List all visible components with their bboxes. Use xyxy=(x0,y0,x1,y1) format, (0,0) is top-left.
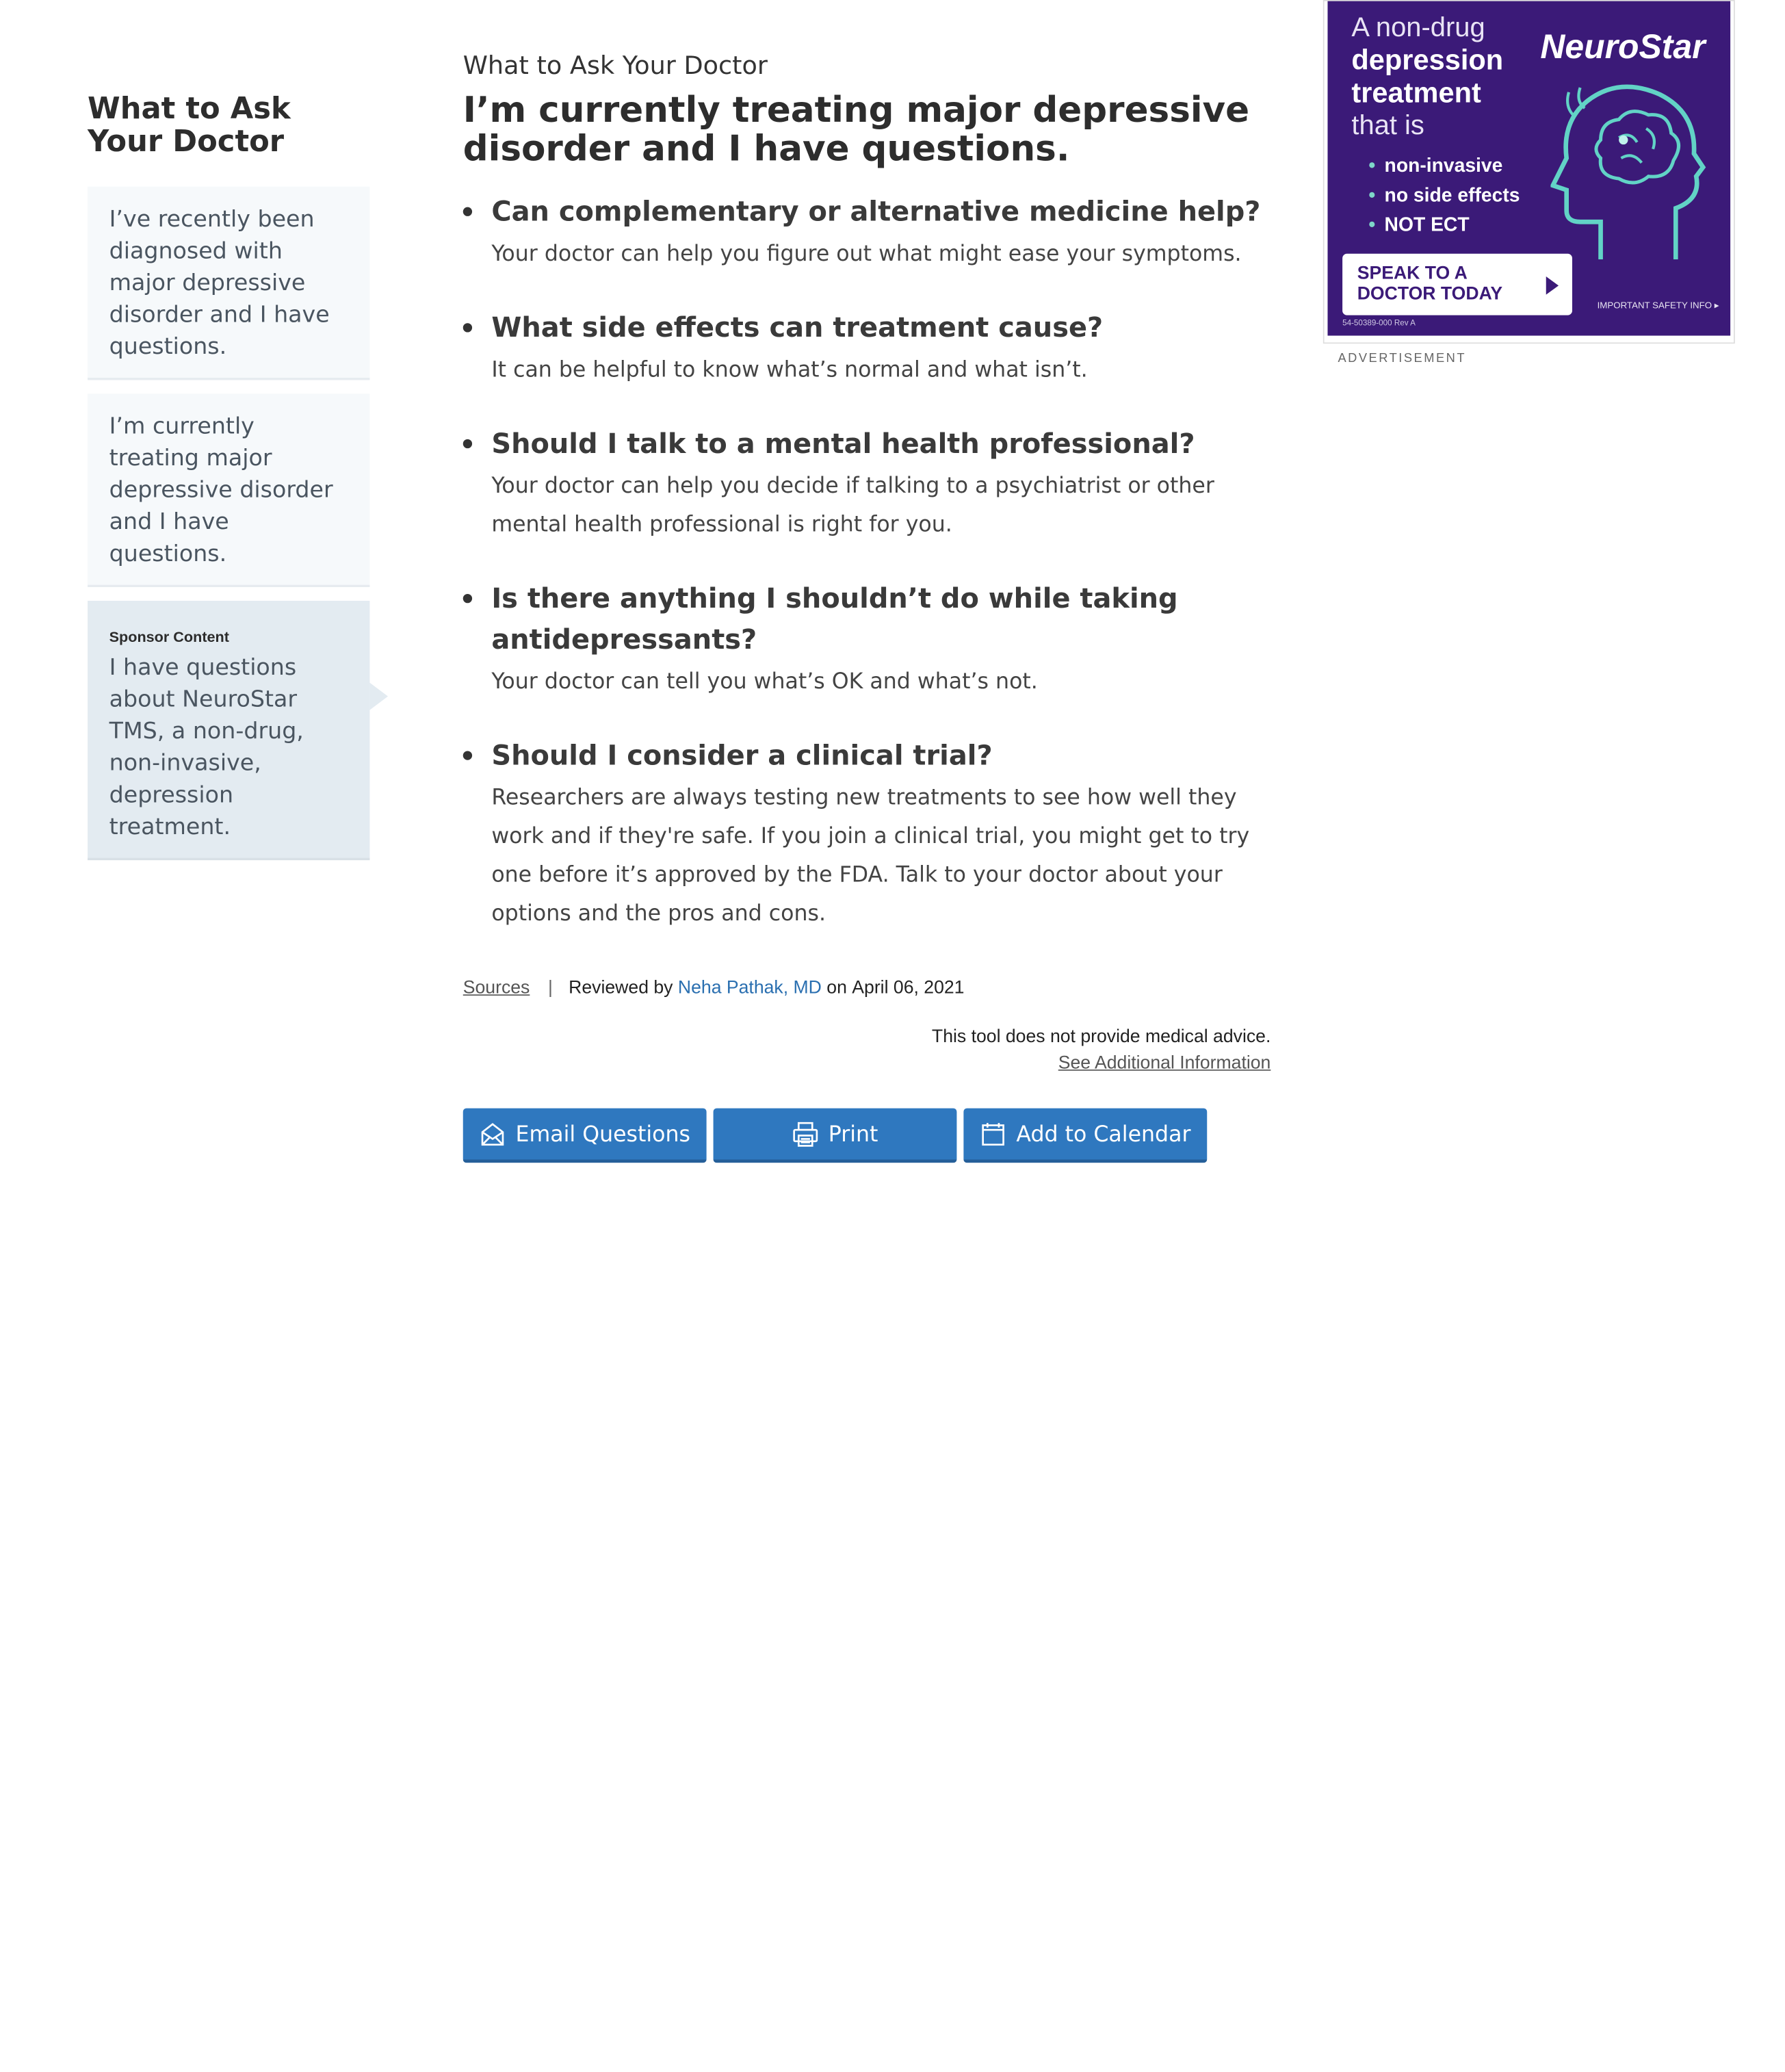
question-description: Researchers are always testing new treatments to see how well they work and if they're safe. If you join a clinical trial, you might get to try one before it’s approved by the FDA. Talk to your doctor about your options and the pros and cons. xyxy=(491,785,1250,927)
sidebar-item-label: I’m currently treating major depressive disorder and I have questions. xyxy=(109,411,333,567)
additional-information-link[interactable]: See Additional Information xyxy=(1058,1053,1271,1074)
sources-link[interactable]: Sources xyxy=(462,979,530,998)
calendar-icon xyxy=(980,1120,1007,1148)
reviewer-link[interactable]: Neha Pathak, MD xyxy=(677,979,822,998)
ad-cta-line2: DOCTOR TODAY xyxy=(1357,284,1503,304)
advertisement-label: ADVERTISEMENT xyxy=(1338,351,1467,365)
neurostar-logo: NeuroStar xyxy=(1540,28,1706,66)
speak-to-doctor-button[interactable] xyxy=(1342,254,1572,315)
question-title: Can complementary or alternative medicine help? xyxy=(491,196,1261,228)
question-list xyxy=(463,191,1271,933)
printer-icon xyxy=(792,1120,820,1148)
ad-headline-line4: that is xyxy=(1351,110,1424,142)
question-title: What side effects can treatment cause? xyxy=(491,311,1104,344)
sidebar-nav xyxy=(88,93,369,874)
envelope-icon xyxy=(479,1120,506,1148)
ad-reference-code: 54-50389-000 Rev A xyxy=(1342,320,1416,328)
print-button[interactable] xyxy=(714,1109,957,1163)
ad-banner[interactable] xyxy=(1327,1,1730,336)
question-title: Should I consider a clinical trial? xyxy=(491,739,993,772)
question-description: Your doctor can help you decide if talking to a psychiatrist or other mental health professional is right for you. xyxy=(491,473,1214,537)
ad-headline-line2: depression xyxy=(1351,44,1504,77)
sidebar-item-label: I have questions about NeuroStar TMS, a non-drug, non-invasive, depression treatment. xyxy=(109,653,304,840)
ad-headline-line3: treatment xyxy=(1351,77,1481,109)
brain-head-icon xyxy=(1550,72,1710,259)
date-prefix: on xyxy=(826,979,847,998)
question-description: Your doctor can help you figure out what might ease your symptoms. xyxy=(491,241,1242,267)
reviewed-prefix: Reviewed by xyxy=(569,979,673,998)
section-eyebrow: What to Ask Your Doctor xyxy=(462,52,768,81)
sidebar-heading: What to Ask Your Doctor xyxy=(88,92,291,159)
question-item xyxy=(463,191,1271,273)
active-pointer xyxy=(369,683,388,710)
question-description: Your doctor can tell you what’s OK and what’s not. xyxy=(491,669,1038,695)
main-content xyxy=(463,50,1271,1163)
page-title: I’m currently treating major depressive disorder and I have questions. xyxy=(462,90,1250,170)
question-item xyxy=(463,578,1271,701)
email-questions-label: Email Questions xyxy=(515,1121,691,1147)
ad-benefit-list xyxy=(1368,151,1520,240)
ad-headline-line1: A non-drug xyxy=(1351,12,1485,44)
ad-cta-line1: SPEAK TO A xyxy=(1357,263,1468,284)
email-questions-button[interactable] xyxy=(463,1109,707,1163)
sidebar-item-neurostar[interactable] xyxy=(88,601,369,860)
sidebar-item-label: I’ve recently been diagnosed with major depressive disorder and I have questions. xyxy=(109,205,330,360)
question-item xyxy=(463,735,1271,933)
add-to-calendar-button[interactable] xyxy=(963,1109,1207,1163)
review-date: April 06, 2021 xyxy=(852,979,965,998)
review-meta xyxy=(463,979,1271,999)
play-arrow-icon xyxy=(1546,276,1559,295)
important-safety-info-link[interactable]: IMPORTANT SAFETY INFO ▸ xyxy=(1597,300,1719,311)
ad-benefit: • NOT ECT xyxy=(1368,211,1520,240)
sidebar-item-currently-treating[interactable] xyxy=(88,393,369,587)
meta-separator: | xyxy=(547,979,553,998)
question-item xyxy=(463,424,1271,544)
add-to-calendar-label: Add to Calendar xyxy=(1016,1121,1191,1147)
action-buttons xyxy=(463,1109,1271,1163)
disclaimer-text: This tool does not provide medical advice. xyxy=(931,1027,1271,1047)
print-label: Print xyxy=(828,1121,878,1147)
disclaimer xyxy=(463,1024,1271,1076)
sidebar-item-recently-diagnosed[interactable] xyxy=(88,187,369,380)
question-title: Is there anything I shouldn’t do while taking antidepressants? xyxy=(491,582,1178,656)
neurostar-advertisement[interactable] xyxy=(1323,0,1735,344)
question-item xyxy=(463,307,1271,389)
question-title: Should I talk to a mental health professional? xyxy=(491,428,1195,460)
ad-benefit: • non-invasive xyxy=(1368,151,1520,181)
sponsor-content-label: Sponsor Content xyxy=(109,627,229,645)
ad-benefit: • no side effects xyxy=(1368,181,1520,210)
question-description: It can be helpful to know what’s normal and what isn’t. xyxy=(491,357,1088,383)
